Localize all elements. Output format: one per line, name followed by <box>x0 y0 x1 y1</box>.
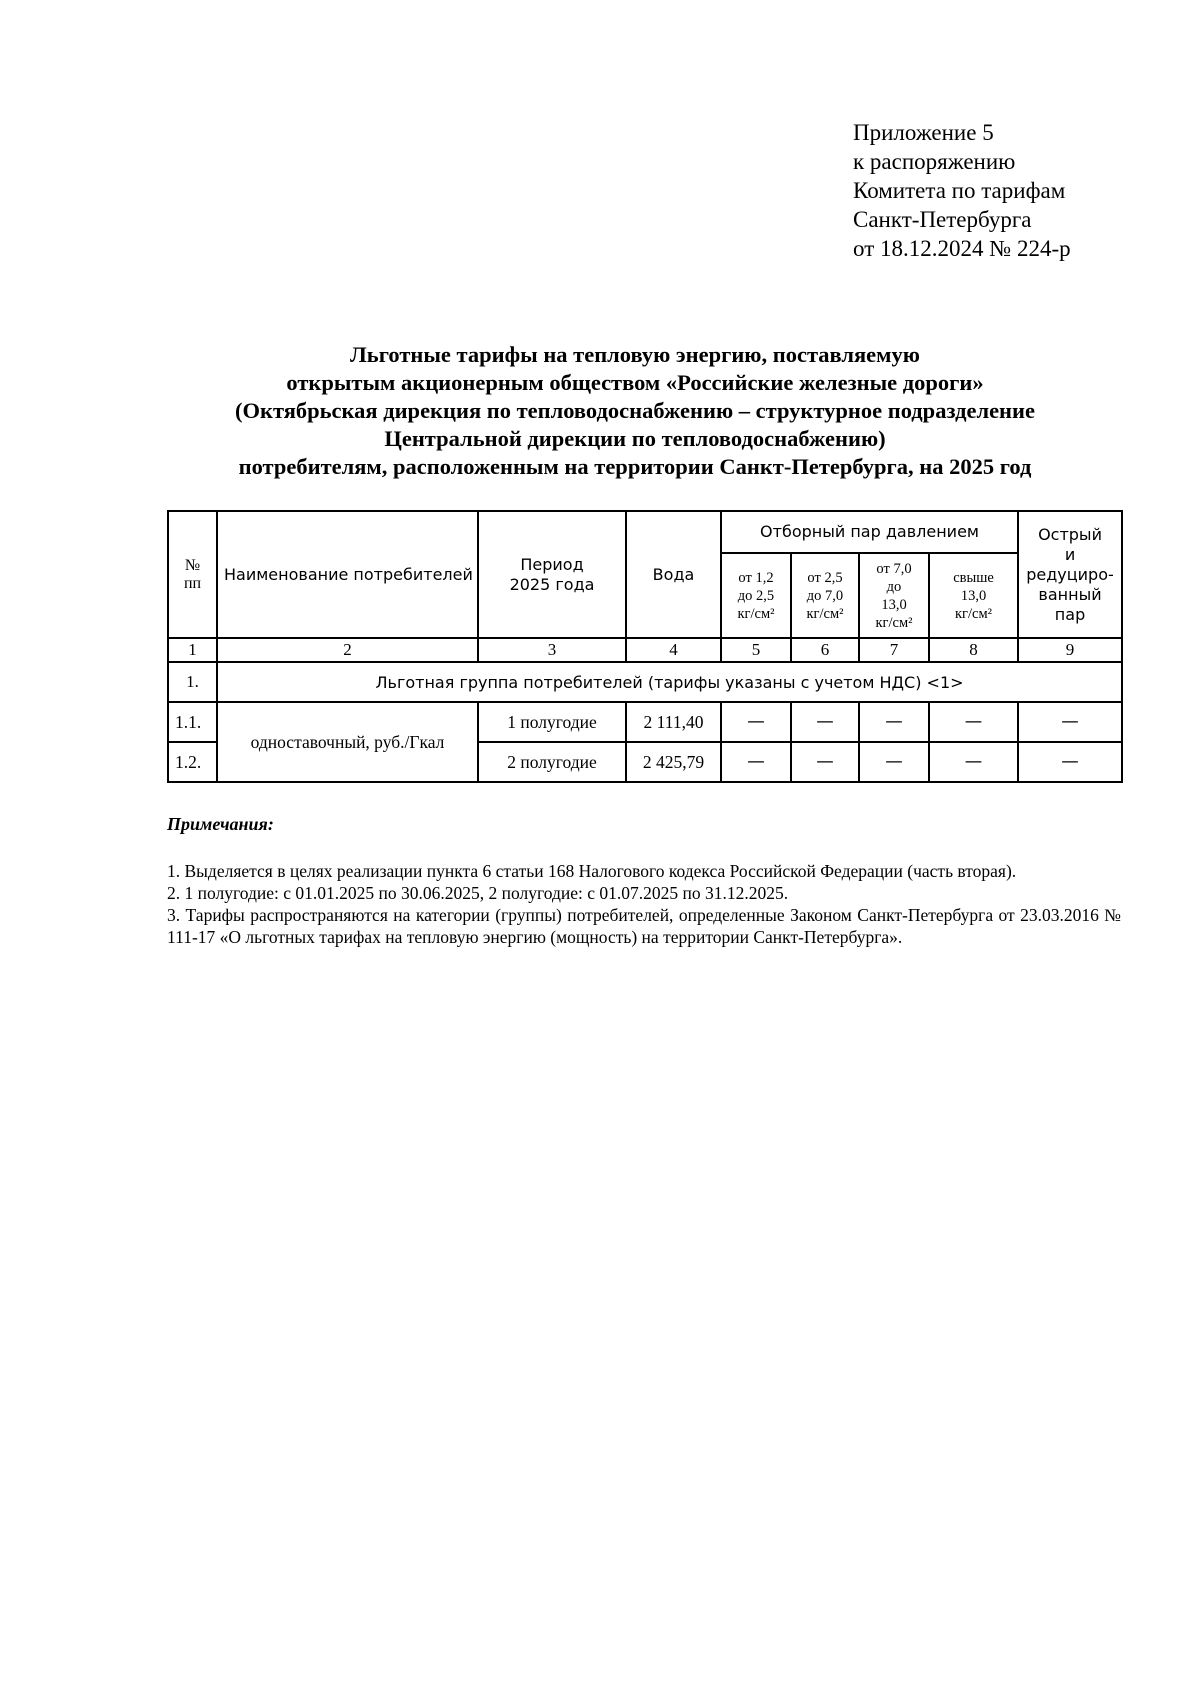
header-number-sign: № <box>184 556 201 574</box>
header-period-line: 2025 года <box>509 574 595 594</box>
group-number: 1. <box>168 662 217 702</box>
title-line: открытым акционерным обществом «Российские железные дороги» <box>286 370 984 395</box>
title-line: потребителям, расположенным на территории Санкт-Петербурга, на 2025 год <box>238 454 1032 479</box>
column-number: 5 <box>721 638 791 662</box>
header-pressure-line: от 2,5 <box>807 569 843 586</box>
row-cell-dash: — <box>721 742 791 782</box>
row-period: 2 полугодие <box>478 742 626 782</box>
notes-list <box>167 860 1121 948</box>
column-number: 4 <box>626 638 721 662</box>
title-line: Центральной дирекции по тепловодоснабжению) <box>384 426 886 451</box>
appendix-block <box>853 118 1071 263</box>
table-row <box>168 702 1122 742</box>
header-pressure-unit: кг/см² <box>955 605 992 622</box>
column-number: 3 <box>478 638 626 662</box>
header-pressure-line: 13,0 <box>881 596 907 613</box>
header-steam-group: Отборный пар давлением <box>721 511 1018 553</box>
header-pressure-line: до 2,5 <box>737 587 775 604</box>
header-pressure-unit: кг/см² <box>737 605 775 622</box>
header-pressure-unit: кг/см² <box>806 605 844 622</box>
note-item: 1. Выделяется в целях реализации пункта 6 статьи 168 Налогового кодекса Российской Федерации (часть вторая). <box>167 861 1017 881</box>
row-number: 1.2. <box>168 742 217 782</box>
header-period-line: Период <box>520 554 584 574</box>
row-cell-dash: — <box>859 742 929 782</box>
row-cell-dash: — <box>859 702 929 742</box>
row-period: 1 полугодие <box>478 702 626 742</box>
header-pressure-line: до <box>886 578 902 595</box>
header-pressure-1 <box>721 553 791 638</box>
row-cell-dash: — <box>1018 742 1122 782</box>
appendix-line: Приложение 5 <box>853 120 994 145</box>
title-line: (Октябрьская дирекция по тепловодоснабжению – структурное подразделение <box>235 398 1035 423</box>
document-title <box>160 341 1110 481</box>
row-cell-dash: — <box>1018 702 1122 742</box>
header-pressure-3 <box>859 553 929 638</box>
column-number: 1 <box>168 638 217 662</box>
header-water: Вода <box>626 511 721 638</box>
header-sharp-line: пар <box>1054 604 1086 624</box>
header-pressure-line: до 7,0 <box>806 587 844 604</box>
row-water-tariff: 2 425,79 <box>626 742 721 782</box>
header-pressure-line: свыше <box>953 569 994 586</box>
row-number: 1.1. <box>168 702 217 742</box>
tariff-table <box>167 510 1123 783</box>
appendix-line: Санкт-Петербурга <box>853 207 1032 232</box>
consumer-name: одноставочный, руб./Гкал <box>217 702 478 782</box>
header-pressure-unit: кг/см² <box>875 614 913 631</box>
appendix-line: от 18.12.2024 № 224-р <box>853 236 1071 261</box>
row-cell-dash: — <box>721 702 791 742</box>
header-pressure-line: от 1,2 <box>738 569 774 586</box>
column-number: 7 <box>859 638 929 662</box>
column-number: 2 <box>217 638 478 662</box>
title-line: Льготные тарифы на тепловую энергию, поставляемую <box>350 342 920 367</box>
header-sharp-steam <box>1018 511 1122 638</box>
appendix-line: к распоряжению <box>853 149 1016 174</box>
column-number: 9 <box>1018 638 1122 662</box>
header-sharp-line: Острый <box>1038 524 1102 544</box>
row-cell-dash: — <box>929 742 1018 782</box>
group-label: Льготная группа потребителей (тарифы указаны с учетом НДС) <1> <box>217 662 1122 702</box>
note-item: 2. 1 полугодие: с 01.01.2025 по 30.06.2025, 2 полугодие: с 01.07.2025 по 31.12.2025. <box>167 883 789 903</box>
header-consumer: Наименование потребителей <box>217 511 478 638</box>
header-pressure-line: от 7,0 <box>876 560 912 577</box>
header-number <box>168 511 217 638</box>
header-pressure-4 <box>929 553 1018 638</box>
column-number-row <box>168 638 1122 662</box>
row-cell-dash: — <box>929 702 1018 742</box>
row-water-tariff: 2 111,40 <box>626 702 721 742</box>
row-cell-dash: — <box>791 742 859 782</box>
group-row <box>168 662 1122 702</box>
column-number: 8 <box>929 638 1018 662</box>
header-sharp-line: и <box>1064 544 1076 564</box>
note-item: 3. Тарифы распространяются на категории (группы) потребителей, определенные Законом Санкт-Петербурга от 23.03.2016 № 111-17 «О льготных тарифах на тепловую энергию (мощность) на территории Санкт-Петербурга». <box>167 905 1121 947</box>
header-number-abbr: пп <box>183 574 202 592</box>
notes-heading: Примечания: <box>167 814 274 834</box>
header-pressure-line: 13,0 <box>960 587 987 604</box>
header-pressure-2 <box>791 553 859 638</box>
row-cell-dash: — <box>791 702 859 742</box>
header-period <box>478 511 626 638</box>
header-sharp-line: ванный <box>1038 584 1102 604</box>
header-row <box>168 511 1122 553</box>
column-number: 6 <box>791 638 859 662</box>
appendix-line: Комитета по тарифам <box>853 178 1066 203</box>
header-sharp-line: редуциро- <box>1026 564 1114 584</box>
